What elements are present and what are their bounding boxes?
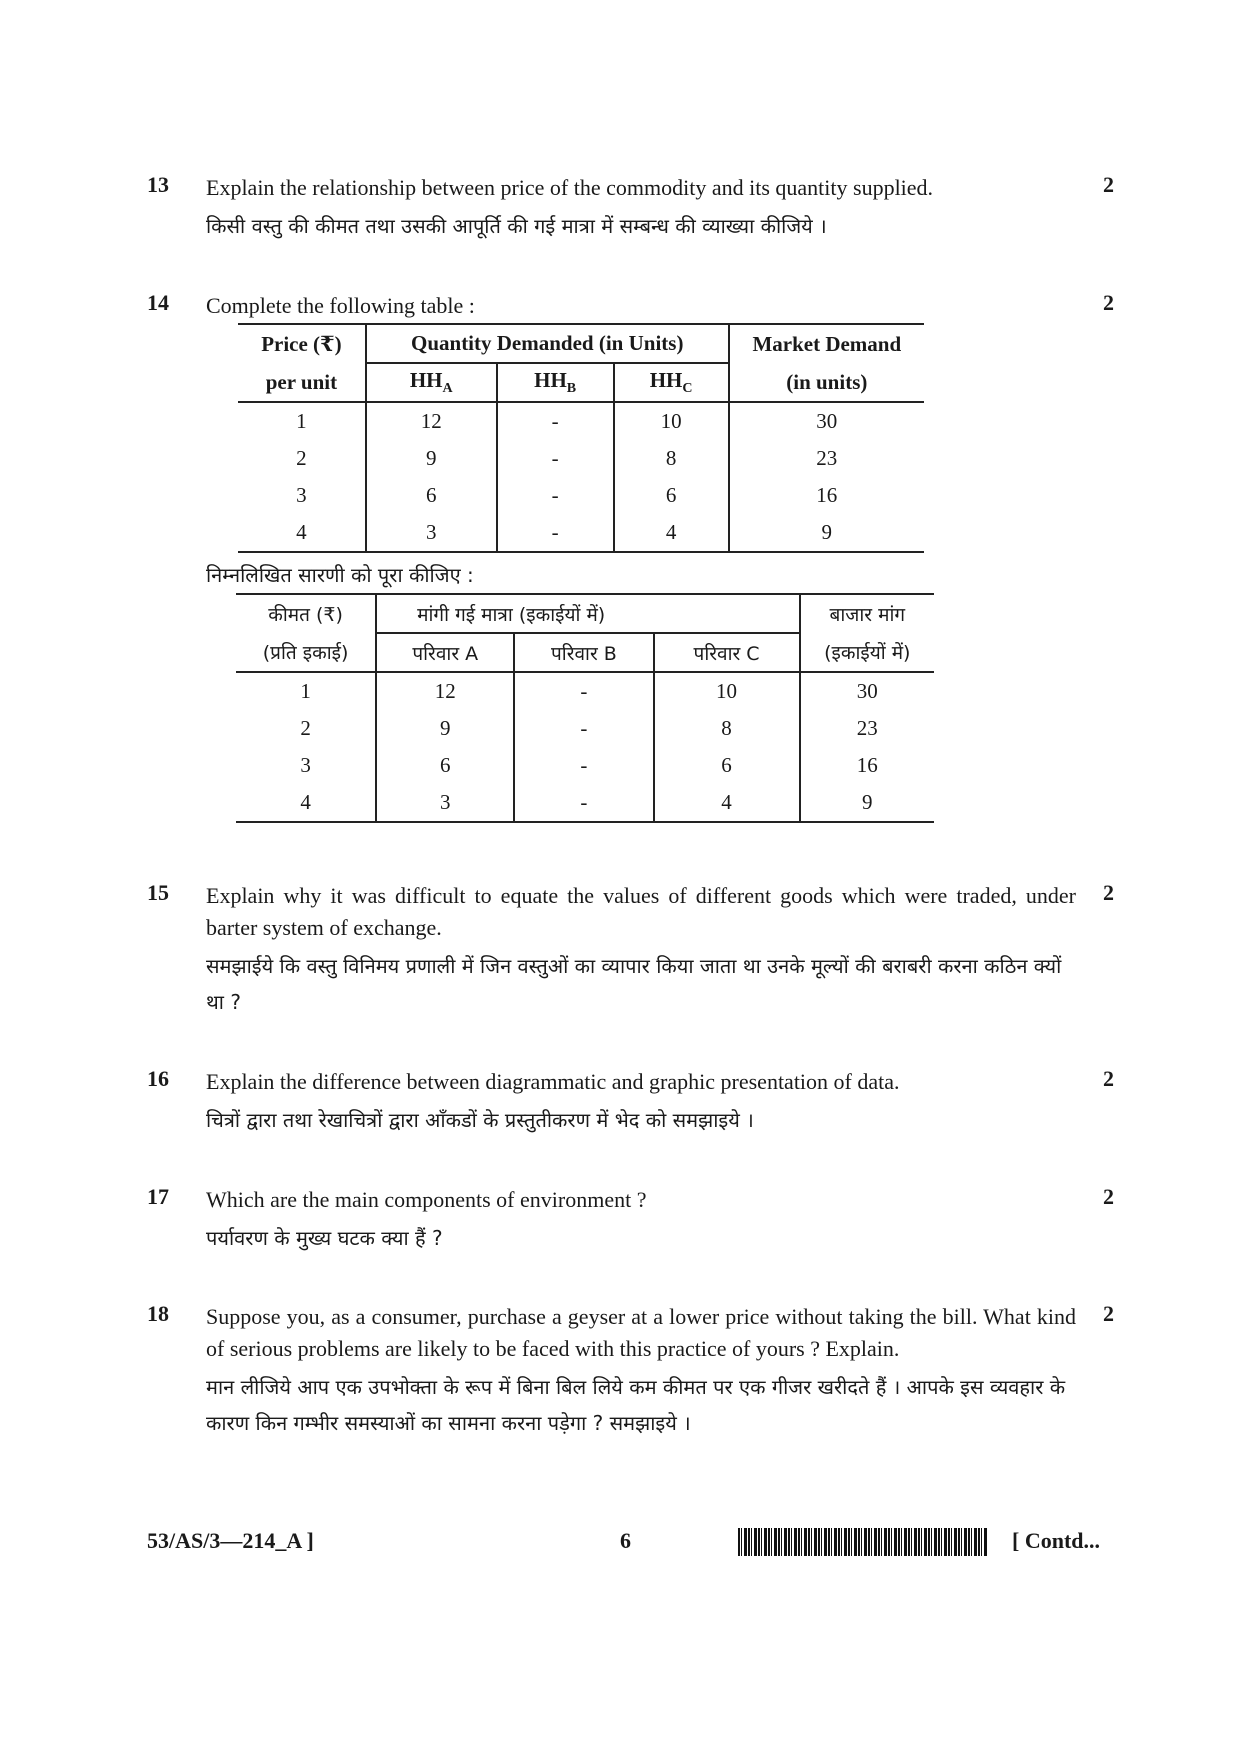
question-text-hi: पर्यावरण के मुख्य घटक क्या हैं ?: [206, 1226, 443, 1250]
question-text-hi: चित्रों द्वारा तथा रेखाचित्रों द्वारा आँकडों के प्रस्तुतीकरण में भेद को समझाइये ।: [206, 1108, 754, 1132]
demand-table-en: [238, 323, 924, 553]
question-marks: 2: [1103, 1066, 1114, 1091]
table-row: 3 6 - 6 16: [238, 477, 924, 514]
question-text-en: Which are the main components of environment ?: [206, 1187, 647, 1212]
question-number: 15: [147, 880, 169, 905]
question-marks: 2: [1103, 290, 1114, 315]
question-marks: 2: [1103, 1184, 1114, 1209]
question-text-hi: किसी वस्तु की कीमत तथा उसकी आपूर्ति की गई मात्रा में सम्बन्ध की व्याख्या कीजिये ।: [206, 214, 827, 238]
contd-label: [ Contd...: [1012, 1528, 1101, 1553]
question-text-hi: निम्नलिखित सारणी को पूरा कीजिए :: [206, 563, 474, 587]
question-text-en: Explain the difference between diagrammatic and graphic presentation of data.: [206, 1069, 900, 1094]
header-market-demand-hi: बाजार मांग: [800, 594, 934, 633]
header-price-hi: कीमत (₹): [236, 594, 376, 633]
table-row: 2 9 - 8 23: [236, 710, 934, 747]
page-number: 6: [620, 1528, 631, 1553]
header-per-unit: per unit: [238, 363, 366, 402]
question-text-hi: समझाईये कि वस्तु विनिमय प्रणाली में जिन वस्तुओं का व्यापार किया जाता था उनके मूल्यों की बराबरी करना कठिन क्यों था ?: [206, 954, 1062, 1014]
header-in-units-hi: (इकाईयों में): [800, 633, 934, 672]
table-row: 4 3 - 4 9: [236, 784, 934, 822]
header-family-a: परिवार A: [376, 633, 514, 672]
paper-code: 53/AS/3—214_A ]: [147, 1528, 314, 1553]
header-in-units: (in units): [729, 363, 924, 402]
header-market-demand: Market Demand: [729, 324, 924, 363]
header-hh-b: $HH_B$: [497, 363, 614, 402]
header-quantity-demanded-hi: मांगी गई मात्रा (इकाईयों में): [376, 594, 799, 633]
header-quantity-demanded: Quantity Demanded (in Units): [366, 324, 729, 363]
barcode: [738, 1528, 988, 1556]
header-per-unit-hi: (प्रति इकाई): [236, 633, 376, 672]
table-row: 1 12 - 10 30: [238, 402, 924, 440]
header-family-c: परिवार C: [654, 633, 800, 672]
table-row: 4 3 - 4 9: [238, 514, 924, 552]
question-marks: 2: [1103, 880, 1114, 905]
header-price: Price (₹): [238, 324, 366, 363]
header-hh-a: $HH_A$: [366, 363, 497, 402]
demand-table-hi: [236, 593, 934, 823]
header-hh-c: $HH_C$: [614, 363, 729, 402]
question-text-en: Explain the relationship between price of the commodity and its quantity supplied.: [206, 175, 934, 200]
question-number: 13: [147, 172, 169, 197]
question-marks: 2: [1103, 172, 1114, 197]
question-text-en: Suppose you, as a consumer, purchase a geyser at a lower price without taking the bill. What kind of serious problems are likely to be faced with this practice of yours ? Explain.: [206, 1304, 1076, 1361]
question-number: 18: [147, 1301, 169, 1326]
header-family-b: परिवार B: [514, 633, 653, 672]
table-row: 2 9 - 8 23: [238, 440, 924, 477]
table-row: 3 6 - 6 16: [236, 747, 934, 784]
question-number: 14: [147, 290, 169, 315]
table-row: 1 12 - 10 30: [236, 672, 934, 710]
question-number: 17: [147, 1184, 169, 1209]
question-marks: 2: [1103, 1301, 1114, 1326]
question-text-en: Complete the following table :: [206, 293, 475, 318]
question-number: 16: [147, 1066, 169, 1091]
question-text-hi: मान लीजिये आप एक उपभोक्ता के रूप में बिना बिल लिये कम कीमत पर एक गीजर खरीदते हैं । आपके इस व्यवहार के कारण किन गम्भीर समस्याओं का सामना करना पड़ेगा ? समझाइये ।: [206, 1375, 1066, 1435]
question-text-en: Explain why it was difficult to equate the values of different goods which were traded, under barter system of exchange.: [206, 883, 1076, 940]
